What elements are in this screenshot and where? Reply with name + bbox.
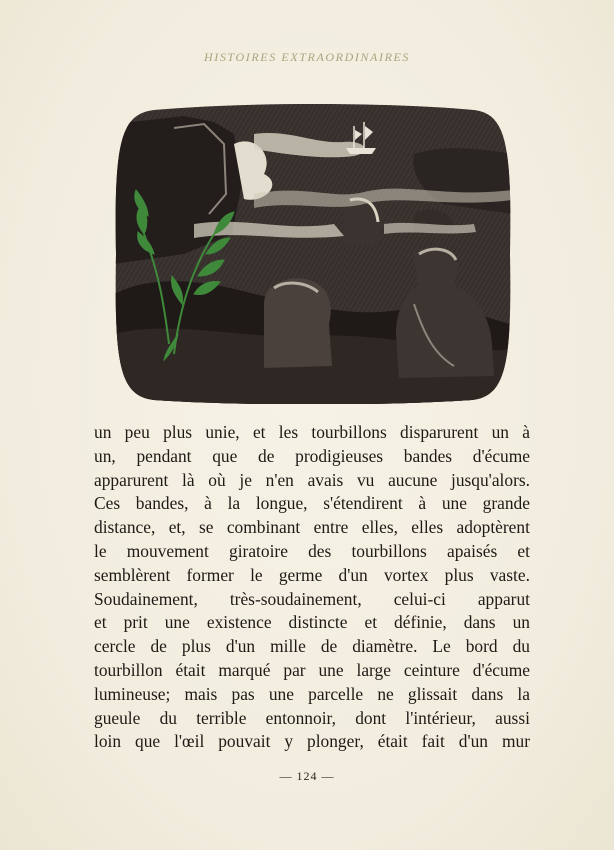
- text-line: distance, et, se combinant entre elles, elles adoptèrent: [94, 517, 530, 538]
- text-line: apparurent là où je n'en avais vu aucune jusqu'alors.: [94, 469, 530, 490]
- woodcut-maelstrom-illustration: [114, 104, 512, 404]
- text-line: lumineuse; mais pas une parcelle ne glissait dans la: [94, 683, 530, 704]
- text-line: Soudainement, très-soudainement, celui-ci apparut: [94, 588, 530, 609]
- page-number: — 124 —: [279, 769, 335, 783]
- text-line: un, pendant que de prodigieuses bandes d'écume: [94, 445, 530, 466]
- text-line: un peu plus unie, et les tourbillons disparurent un à: [94, 422, 530, 442]
- body-text: [94, 421, 530, 754]
- text-line: semblèrent former le germe d'un vortex plus vaste.: [94, 564, 530, 585]
- running-head: HISTOIRES EXTRAORDINAIRES: [203, 50, 411, 64]
- text-line: loin que l'œil pouvait y plonger, était fait d'un mur: [94, 731, 530, 752]
- text-line: et prit une existence distincte et définie, dans un: [94, 612, 530, 633]
- text-line: tourbillon était marqué par une large ceinture d'écume: [94, 659, 530, 680]
- text-line: le mouvement giratoire des tourbillons apaisés et: [94, 540, 530, 561]
- text-line: Ces bandes, à la longue, s'étendirent à une grande: [94, 493, 530, 514]
- text-line: cercle de plus d'un mille de diamètre. Le bord du: [94, 636, 530, 657]
- text-line: gueule du terrible entonnoir, dont l'intérieur, aussi: [94, 707, 530, 728]
